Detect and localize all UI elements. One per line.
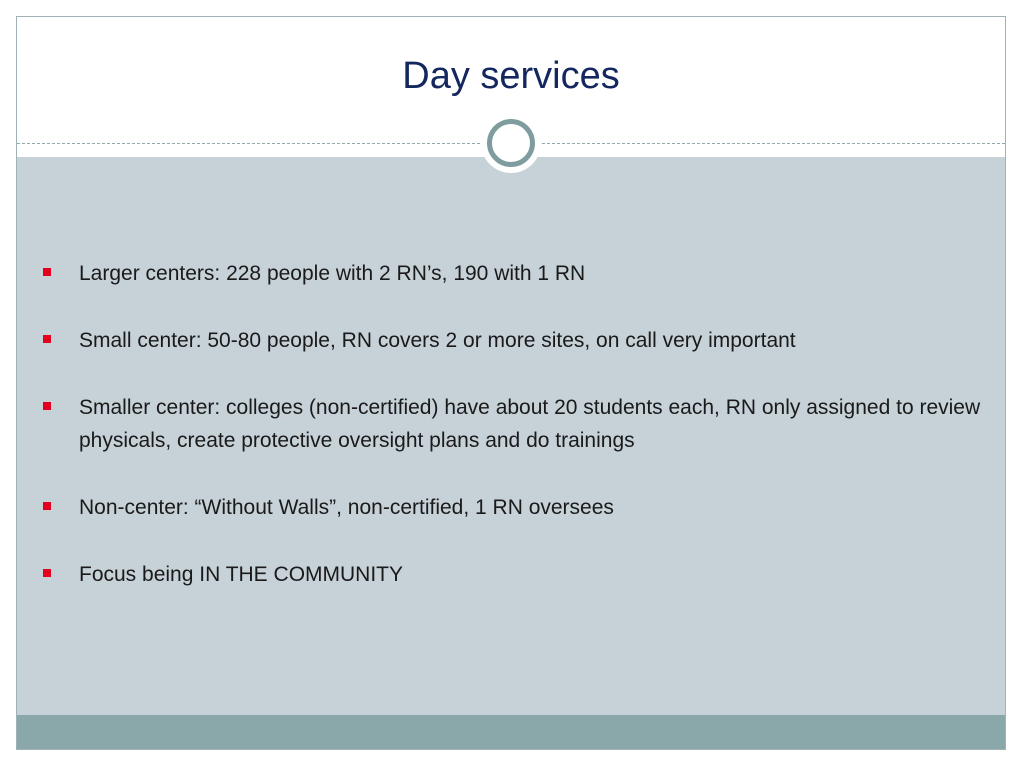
bullet-text: Smaller center: colleges (non-certified) have about 20 students each, RN only assigned to review physicals, create protective oversight plans and do trainings	[79, 396, 981, 452]
bullet-list	[41, 257, 991, 625]
divider-circle-background	[481, 113, 541, 173]
bullet-text: Larger centers: 228 people with 2 RN’s, 190 with 1 RN	[79, 262, 586, 285]
bullet-item	[41, 558, 991, 591]
square-bullet-icon	[43, 268, 51, 276]
square-bullet-icon	[43, 335, 51, 343]
bullet-text: Non-center: “Without Walls”, non-certified, 1 RN oversees	[79, 496, 614, 519]
bullet-item	[41, 391, 991, 457]
square-bullet-icon	[43, 502, 51, 510]
bullet-text: Small center: 50-80 people, RN covers 2 or more sites, on call very important	[79, 329, 796, 352]
square-bullet-icon	[43, 569, 51, 577]
bullet-item	[41, 491, 991, 524]
slide	[16, 16, 1006, 750]
bullet-text: Focus being IN THE COMMUNITY	[79, 563, 404, 586]
bullet-item	[41, 257, 991, 290]
square-bullet-icon	[43, 402, 51, 410]
slide-title: Day services	[402, 55, 620, 97]
divider-circle-icon	[487, 119, 535, 167]
bullet-item	[41, 324, 991, 357]
footer-accent-bar	[17, 715, 1005, 749]
